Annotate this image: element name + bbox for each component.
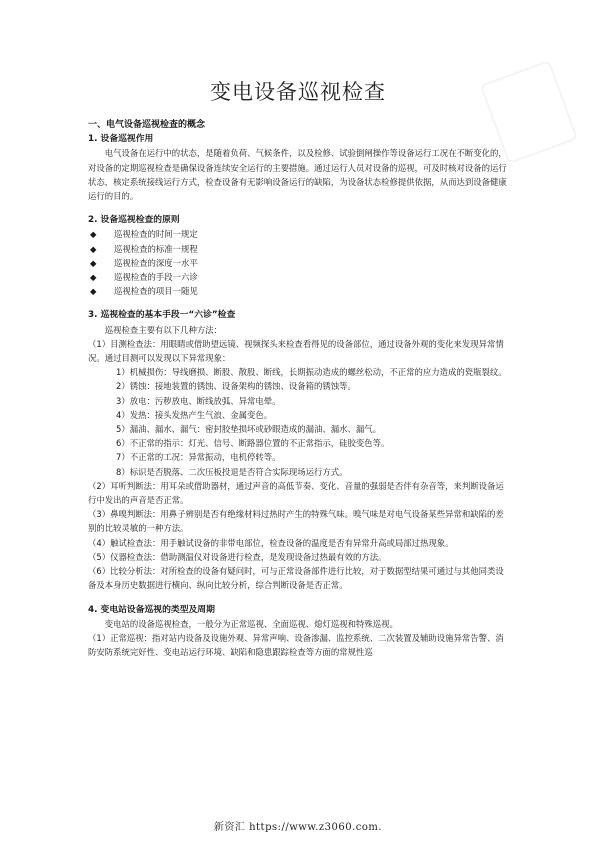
paragraph: 变电站的设备巡视检查，一般分为正常巡视、全面巡视、熄灯巡视和特殊巡视。 [104, 618, 398, 629]
method-paragraph: （4）触试检查法：用手触试设备的非带电部位，检查设备的温度是否有异常升高或局部过热现象。 [88, 537, 454, 548]
page-title: 变电设备巡视检查 [210, 80, 386, 104]
paragraph: 电气设备在运行中的状态，是随着负荷、气候条件，以及检修、试验倒闸操作等设备运行工况在不断变化的，对设备的定期巡视检查是确保设备连续安全运行的主要措施。通过运行人员对设备的巡视，可及时核对设备的运行状态，核定系统接线运行方式，检查设备有无影响设备运行的缺陷，为设备状态检修提供依据，从而达到设备健康运行的目的。 [88, 148, 507, 202]
subsection-heading: 2. 设备巡视检查的原则 [88, 215, 180, 226]
method-item: 3）放电：污秽放电、断线放弧、异常电晕。 [116, 395, 281, 406]
list-item: ◆ 巡视检查的时间一规定 [88, 227, 512, 241]
method-paragraph: （2）耳听判断法：用耳朵或借助器材，通过声音的高低节奏、变化、音量的强弱是否伴有杂音等，来判断设备运行中发出的声音是否正常。 [88, 480, 504, 506]
subsection-heading: 1. 设备巡视作用 [88, 134, 154, 145]
paragraph: （1）正常巡视：指对站内设备及设施外观、异常声响、设备渗漏、监控系统、二次装置及辅助设施异常告警、消防安防系统完好性、变电站运行环境、缺陷和隐患跟踪检查等方面的常规性巡 [88, 632, 504, 658]
method-item: 7）不正常的工况：异常振动，电机停转等。 [116, 452, 281, 463]
method-item: 2）锈蚀：接地装置的锈蚀、设备架构的锈蚀、设备箱的锈蚀等。 [116, 381, 356, 392]
subsection-heading: 4. 变电站设备巡视的类型及周期 [88, 604, 215, 615]
bullet-icon: ◆ [90, 286, 97, 297]
method-item: 5）漏油、漏水、漏气：密封胶垫损坏或砂眼造成的漏油、漏水、漏气。 [116, 424, 381, 435]
section-heading: 一、电气设备巡视检查的概念 [88, 120, 206, 130]
subsection-heading: 3. 巡视检查的基本手段一“六诊”检查 [88, 310, 236, 321]
list-item: ◆ 巡视检查的项目一随见 [88, 284, 512, 298]
bullet-icon: ◆ [90, 257, 97, 268]
method-item: 1）机械损伤：导线磨损、断股、散股、断线，长期振动造成的螺丝松动，不正常的应力造成的瓷瓶裂纹。 [116, 367, 507, 378]
method-paragraph: （5）仪器检查法：借助测温仪对设备进行检查，是发现设备过热最有效的方法。 [88, 551, 387, 562]
paragraph: 巡视检查主要有以下几种方法： [104, 324, 223, 335]
method-paragraph: （6）比较分析法：对所检查的设备有疑问时，可与正常设备部件进行比较，对于数据型结果可通过与其他同类设备及本身历史数据进行横向、纵向比较分析，综合判断设备是否正常。 [88, 566, 504, 591]
list-item: ◆ 巡视检查的深度一水平 [88, 256, 512, 270]
principle-list [88, 227, 512, 298]
bullet-icon: ◆ [90, 229, 97, 240]
document-body [88, 118, 512, 659]
method-item: 8）标识是否脱落、二次压板投退是否符合实际现场运行方式。 [116, 466, 348, 477]
method-paragraph: （1）目测检查法：用眼睛或借助望远镜、视频探头来检查看得见的设备部位，通过设备外观的变化来发现异常情况。通过目测可以发现以下异常现象： [88, 338, 504, 364]
method-paragraph: （3）鼻嗅判断法：用鼻子辨别是否有绝缘材料过热时产生的特殊气味。嗅气味是对电气设备某些异常和缺陷的差别的比较灵敏的一种方法。 [88, 509, 504, 534]
list-item: ◆ 巡视检查的手段一六诊 [88, 270, 512, 284]
list-item: ◆ 巡视检查的标准一规程 [88, 242, 512, 256]
bullet-icon: ◆ [90, 272, 97, 283]
method-item: 4）发热：接头发热产生气浪、金属变色。 [116, 409, 273, 420]
bullet-icon: ◆ [90, 243, 97, 254]
method-item: 6）不正常的指示：灯光、信号、断路器位置的不正常指示，硅胶变色等。 [116, 438, 390, 449]
footer-text: 新资汇 https://www.z3060.com. [213, 822, 383, 833]
